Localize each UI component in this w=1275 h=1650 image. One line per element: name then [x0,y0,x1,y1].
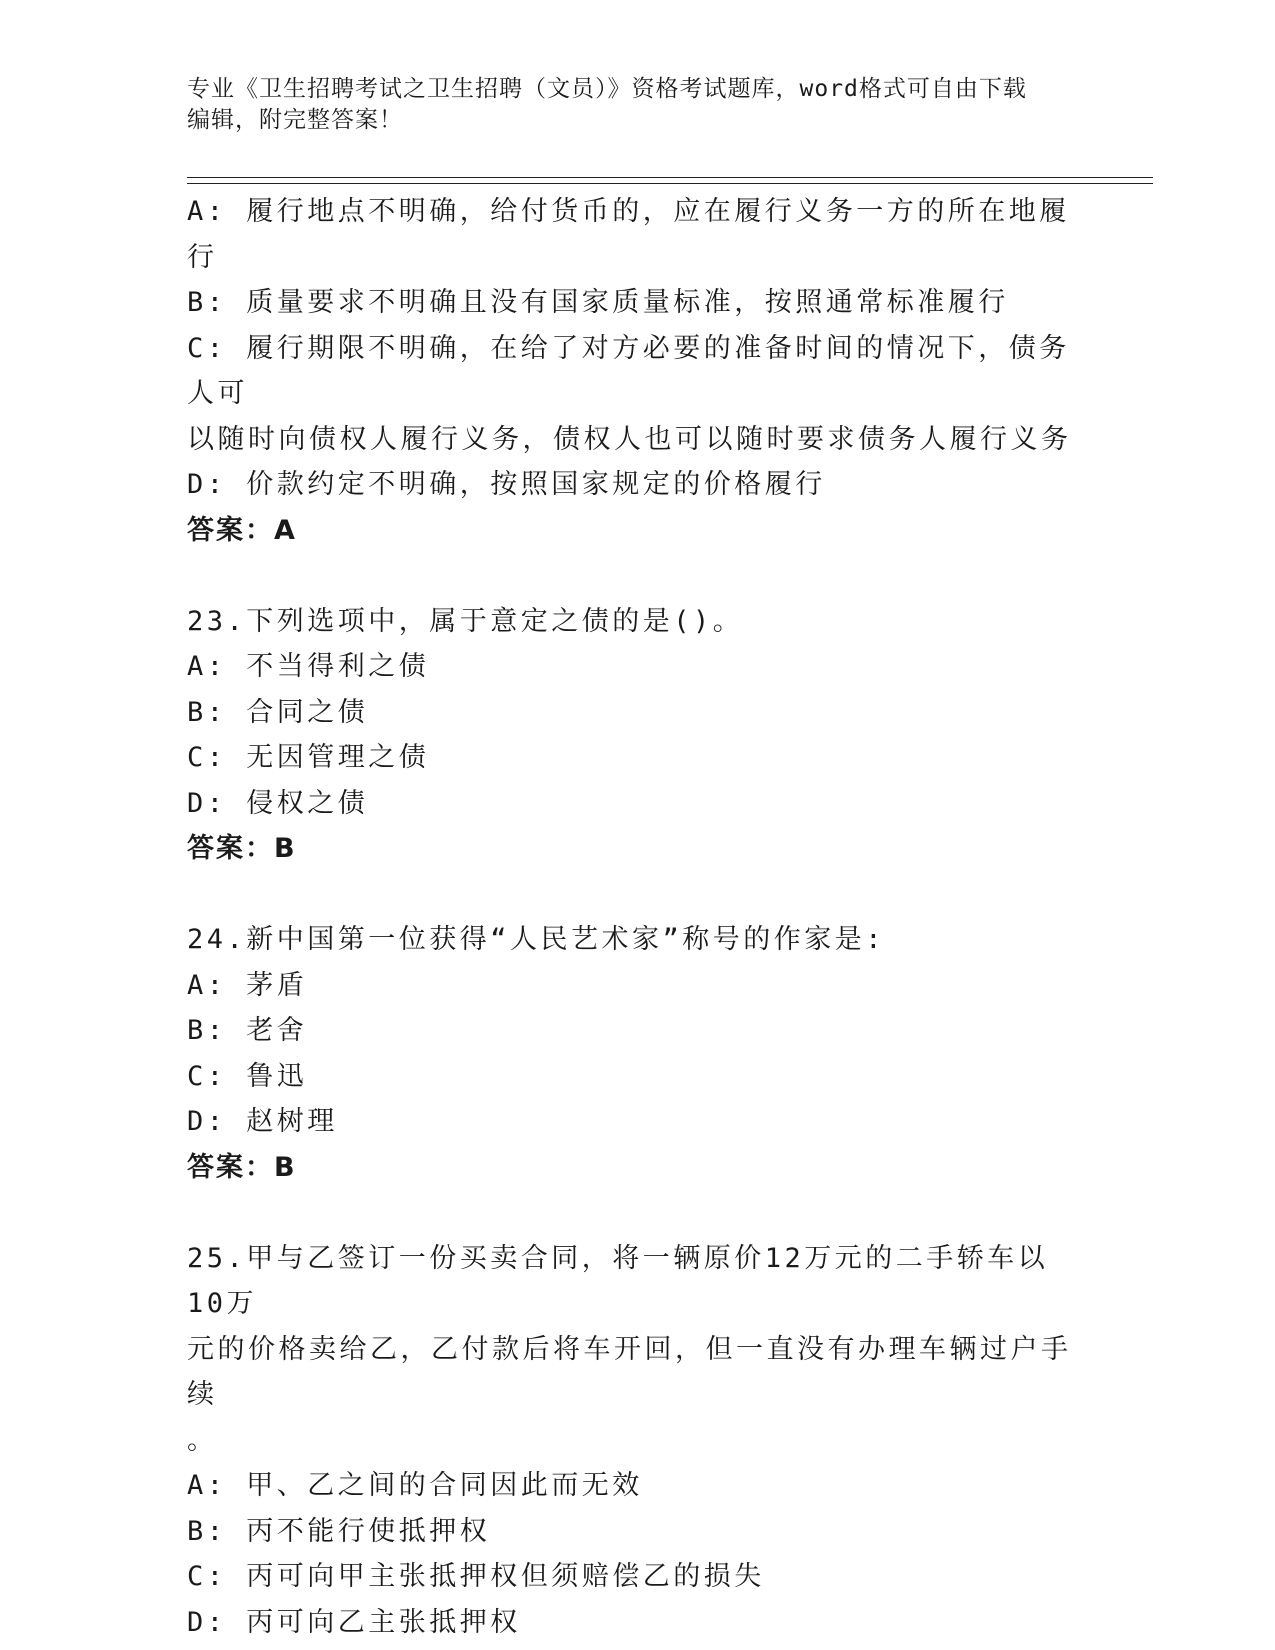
spacer [187,553,1087,599]
question-stem-line-2: 元的价格卖给乙，乙付款后将车开回，但一直没有办理车辆过户手续 [187,1333,1072,1410]
option-d: D: 赵树理 [187,1106,338,1137]
question-stem: 23.下列选项中，属于意定之债的是()。 [187,605,744,637]
header-divider-bottom [187,183,1153,184]
option-a: A: 不当得利之债 [187,651,430,682]
option-a: A: 甲、乙之间的合同因此而无效 [187,1470,643,1501]
spacer [187,872,1087,918]
option-c: C: 丙可向甲主张抵押权但须赔偿乙的损失 [187,1561,765,1592]
option-a: A: 履行地点不明确，给付货币的，应在履行义务一方的所在地履行 [187,196,1070,273]
question-stem: 24.新中国第一位获得“人民艺术家”称号的作家是: [187,924,886,955]
option-d: D: 价款约定不明确，按照国家规定的价格履行 [187,469,826,500]
option-b: B: 质量要求不明确且没有国家质量标准，按照通常标准履行 [187,287,1009,318]
option-b: B: 合同之债 [187,696,369,728]
answer-label: 答案：B [187,833,297,864]
option-c: C: 鲁迅 [187,1060,308,1092]
option-b: B: 丙不能行使抵押权 [187,1515,491,1547]
question-list [187,189,1087,1645]
option-d: D: 侵权之债 [187,787,369,819]
header-line-2: 编辑，附完整答案！ [187,107,403,133]
question-block-23 [187,599,1087,872]
question-block-25 [187,1236,1087,1646]
question-stem-line-1: 25.甲与乙签订一份买卖合同，将一辆原价12万元的二手轿车以10万 [187,1242,1049,1319]
question-block-24 [187,917,1087,1190]
header-line-1: 专业《卫生招聘考试之卫生招聘（文员）》资格考试题库，word格式可自由下载 [187,76,1027,102]
answer-label: 答案：B [187,1151,297,1183]
header-divider-top [187,177,1153,178]
answer-label: 答案：A [187,514,297,546]
spacer [187,1190,1087,1236]
option-b: B: 老舍 [187,1015,308,1046]
question-stem-line-3: 。 [187,1424,214,1456]
option-a: A: 茅盾 [187,969,308,1001]
option-c: C: 无因管理之债 [187,742,430,773]
option-d: D: 丙可向乙主张抵押权 [187,1606,521,1638]
document-header [187,74,1067,136]
option-c: C: 履行期限不明确，在给了对方必要的准备时间的情况下，债务人可 [187,332,1070,409]
question-block-prev [187,189,1087,553]
option-c-continued: 以随时向债权人履行义务，债权人也可以随时要求债务人履行义务 [187,423,1072,455]
